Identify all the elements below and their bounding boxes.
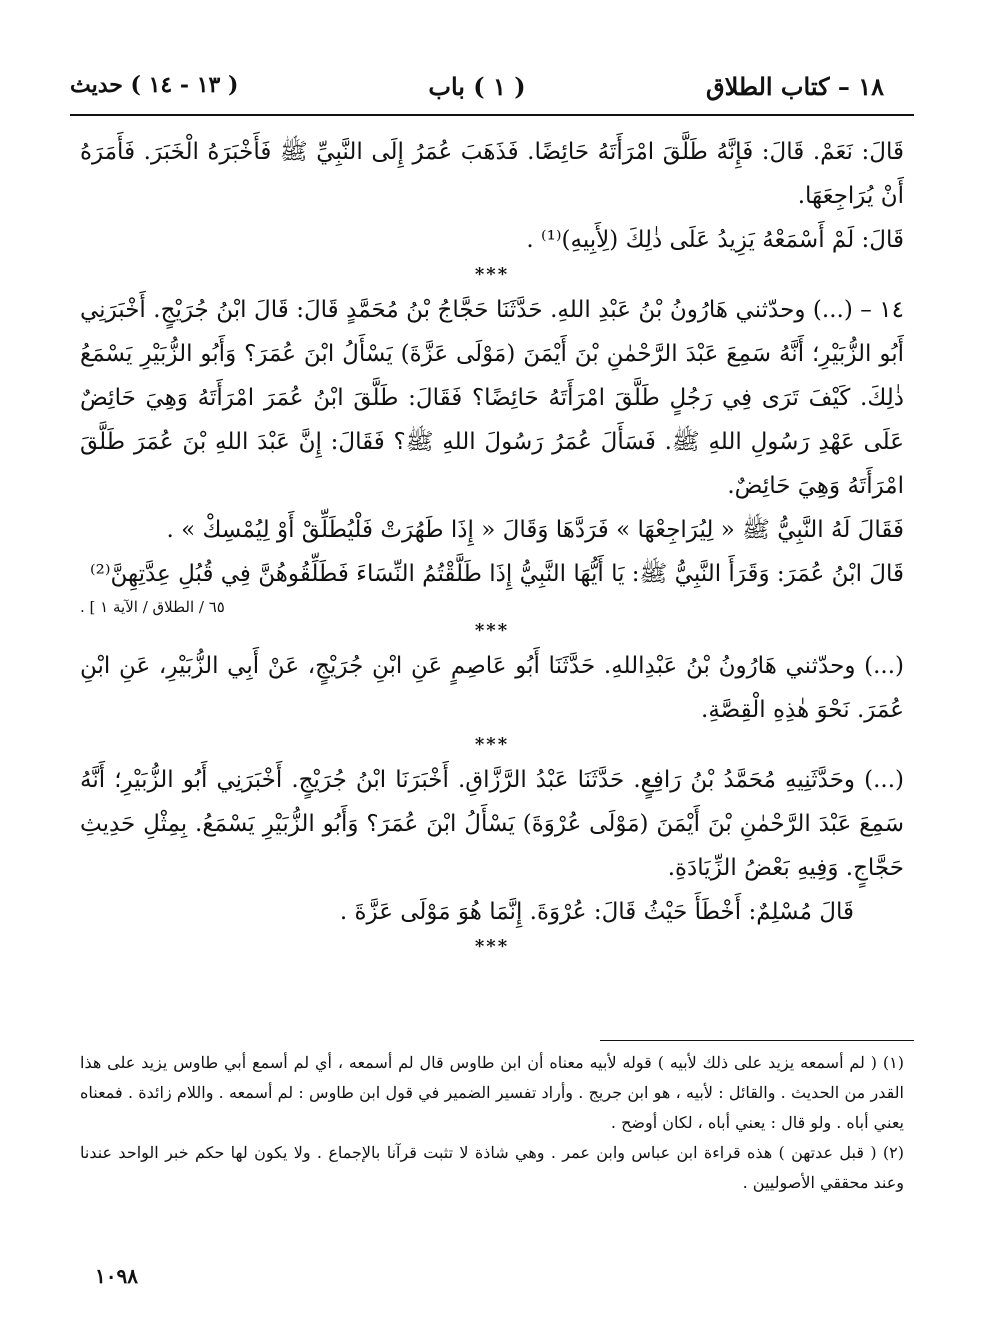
- book-title: ١٨ – كتاب الطلاق: [705, 72, 884, 101]
- main-text: [80, 130, 904, 960]
- header-divider: [70, 114, 914, 116]
- section-separator: ***: [474, 936, 510, 957]
- text-line: قَالَ: لَمْ أَسْمَعْهُ يَزِيدُ عَلَى ذٰلِكَ (لِأَبِيهِ)⁽¹⁾ .: [526, 227, 904, 253]
- hadith-14-quran: قَالَ ابْنُ عُمَرَ: وَقَرَأَ النَّبِيُّ ﷺ: يَا أَيُّهَا النَّبِيُّ إِذَا طَلَّقْتُمُ النِّسَاءَ فَطَلِّقُوهُنَّ فِي قُبُلِ عِدَّتِهِنَّ⁽²⁾: [89, 561, 904, 587]
- text-line: قَالَ: نَعَمْ. قَالَ: فَإِنَّهُ طَلَّقَ امْرَأَتَهُ حَائِضًا. فَذَهَبَ عُمَرُ إِلَى النَّبِيِّ ﷺ فَأَخْبَرَهُ الْخَبَرَ. فَأَمَرَهُ أَنْ يُرَاجِعَهَا.: [80, 139, 904, 209]
- muslim-comment: قَالَ مُسْلِمٌ: أَخْطَأَ حَيْثُ قَالَ: عُرْوَةَ. إِنَّمَا هُوَ مَوْلَى عَزَّةَ .: [339, 899, 854, 925]
- section-separator: ***: [474, 620, 510, 641]
- hadith-14: ١٤ – (...) وحدّثني هَارُونُ بْنُ عَبْدِ اللهِ. حَدَّثَنَا حَجَّاجُ بْنُ مُحَمَّدٍ قَالَ: قَالَ ابْنُ جُرَيْجٍ. أَخْبَرَنِي أَبُو الزُّبَيْرِ؛ أَنَّهُ سَمِعَ عَبْدَ الرَّحْمٰنِ بْنَ أَيْمَنَ (مَوْلَى عَزَّةَ) يَسْأَلُ ابْنَ عُمَرَ؟ وَأَبُو الزُّبَيْرِ يَسْمَعُ ذٰلِكَ. كَيْفَ تَرَى فِي رَجُلٍ طَلَّقَ امْرَأَتَهُ حَائِضًا؟ فَقَالَ: طَلَّقَ ابْنُ عُمَرَ امْرَأَتَهُ وَهِيَ حَائِضٌ عَلَى عَهْدِ رَسُولِ اللهِ ﷺ. فَسَأَلَ عُمَرُ رَسُولَ اللهِ ﷺ؟ فَقَالَ: إِنَّ عَبْدَ اللهِ بْنَ عُمَرَ طَلَّقَ امْرَأَتَهُ وَهِيَ حَائِضٌ.: [80, 297, 904, 499]
- section-separator: ***: [474, 264, 510, 285]
- verse-reference: ٦٥ / الطلاق / الآية ١ ] .: [80, 598, 225, 616]
- footnote-1: (١) ( لم أسمعه يزيد على ذلك لأبيه ) قوله لأبيه معناه أن ابن طاوس قال لم أسمعه ، أي لم أسمع أبي طاوس يزيد على هذا القدر من الحديث . والقائل : لأبيه ، هو ابن جريج . وأراد تفسير الضمير في قول ابن طاوس : لم أسمعه . واللام زائدة . فمعناه يعني أباه . ولو قال : يعني أباه ، لكان أوضح .: [80, 1053, 905, 1132]
- footnote-divider: [600, 1040, 914, 1041]
- footnotes: [80, 1048, 904, 1198]
- hadith-variant: (...) وحدّثني هَارُونُ بْنُ عَبْدِاللهِ. حَدَّثَنَا أَبُو عَاصِمٍ عَنِ ابْنِ جُرَيْجٍ، عَنْ أَبِي الزُّبَيْرِ، عَنِ ابْنِ عُمَرَ. نَحْوَ هٰذِهِ الْقِصَّةِ.: [80, 653, 904, 723]
- running-header: [70, 72, 884, 108]
- chapter-label: ( ١ ) باب: [428, 72, 526, 101]
- hadith-14-continued: فَقَالَ لَهُ النَّبِيُّ ﷺ « لِيُرَاجِعْهَا » فَرَدَّهَا وَقَالَ « إِذَا طَهُرَتْ فَلْيُطَلِّقْ أَوْ لِيُمْسِكْ » .: [166, 517, 904, 543]
- hadith-range: ( ١٣ - ١٤ ) حديث: [70, 72, 239, 98]
- section-separator: ***: [474, 734, 510, 755]
- hadith-variant: (...) وحَدَّثَنِيهِ مُحَمَّدُ بْنُ رَافِعٍ. حَدَّثَنَا عَبْدُ الرَّزَّاقِ. أَخْبَرَنَا ابْنُ جُرَيْجٍ. أَخْبَرَنِي أَبُو الزُّبَيْرِ؛ أَنَّهُ سَمِعَ عَبْدَ الرَّحْمٰنِ بْنَ أَيْمَنَ (مَوْلَى عُرْوَةَ) يَسْأَلُ ابْنَ عُمَرَ؟ وَأَبُو الزُّبَيْرِ يَسْمَعُ. بِمِثْلِ حَدِيثِ حَجَّاجٍ. وَفِيهِ بَعْضُ الزِّيَادَةِ.: [80, 767, 904, 881]
- footnote-2: (٢) ( قبل عدتهن ) هذه قراءة ابن عباس وابن عمر . وهي شاذة لا تثبت قرآنا بالإجماع . ولا يكون لها حكم خبر الواحد عندنا وعند محققي الأصوليين .: [80, 1143, 904, 1192]
- page-number: ١٠٩٨: [95, 1264, 138, 1288]
